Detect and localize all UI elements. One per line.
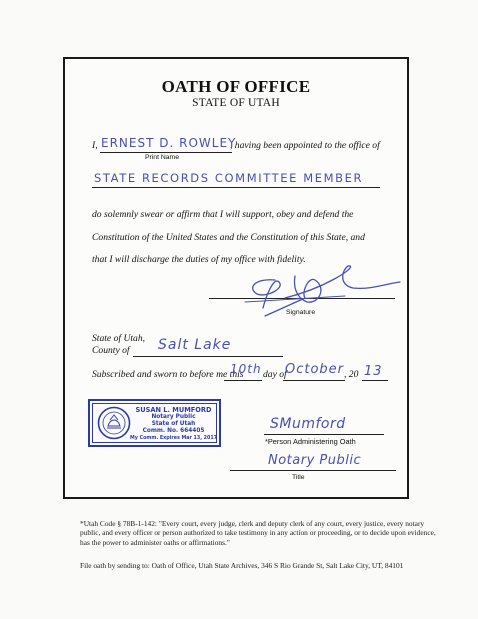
oath-prefix-i: I, xyxy=(92,140,98,151)
notary-stamp-line3: State of Utah xyxy=(151,421,196,427)
day-of-label: day of xyxy=(263,369,287,380)
print-name-handwritten: ERNEST D. ROWLEY xyxy=(101,136,237,150)
appointed-text: , having been appointed to the office of xyxy=(230,140,380,151)
form-title: OATH OF OFFICE xyxy=(161,77,311,96)
administering-line xyxy=(264,434,384,435)
oath-body-line-3: that I will discharge the duties of my office with fidelity. xyxy=(92,254,306,265)
notary-stamp-name: SUSAN L. MUMFORD xyxy=(135,406,212,414)
office-handwritten: STATE RECORDS COMMITTEE MEMBER xyxy=(94,171,364,185)
notary-stamp xyxy=(88,399,221,447)
day-handwritten: 10th xyxy=(230,362,262,376)
administering-label: *Person Administering Oath xyxy=(265,437,356,446)
day-line xyxy=(224,380,262,381)
year-handwritten: 13 xyxy=(364,364,383,379)
state-label: State of Utah, xyxy=(92,333,146,344)
statute-footnote: *Utah Code § 78B-1-142: "Every court, every judge, clerk and deputy clerk of any court, every justice, every notary public, and every officer or person authorized to take testimony in any action or proceeding, or to decide upon evidence, has the power to administer oaths or affirmations." xyxy=(80,519,436,547)
signature-label: Signature xyxy=(286,309,316,316)
year-line xyxy=(362,380,388,381)
print-name-line xyxy=(100,152,232,153)
state-seal-icon xyxy=(97,406,131,440)
administering-signature: SMumford xyxy=(270,416,346,432)
office-line xyxy=(92,187,380,188)
form-subtitle: STATE OF UTAH xyxy=(192,97,280,109)
county-label: County of xyxy=(92,345,130,356)
year-prefix: , 20 xyxy=(344,369,359,380)
title-handwritten: Notary Public xyxy=(268,453,362,468)
oath-body-line-1: do solemnly swear or affirm that I will support, obey and defend the xyxy=(92,209,354,220)
county-handwritten: Salt Lake xyxy=(158,337,232,353)
file-oath-instructions: File oath by sending to: Oath of Office, Utah State Archives, 346 S Rio Grande St, Salt Lake City, UT, 84101 xyxy=(80,561,404,570)
month-handwritten: October xyxy=(285,362,345,377)
county-line xyxy=(133,356,283,357)
title-line xyxy=(230,470,396,471)
notary-stamp-expires: My Comm. Expires Mar 13, 2017 xyxy=(130,436,218,441)
notary-stamp-line2: Notary Public xyxy=(151,414,196,420)
title-label: Title xyxy=(292,474,305,481)
month-line xyxy=(283,380,345,381)
notary-stamp-commission: Comm. No. 664405 xyxy=(142,428,205,434)
oath-body-line-2: Constitution of the United States and the Constitution of this State, and xyxy=(92,232,365,243)
oath-signature-scribble xyxy=(235,258,405,326)
print-name-label: Print Name xyxy=(145,154,179,161)
subscribed-text: Subscribed and sworn to before me this xyxy=(92,369,244,380)
